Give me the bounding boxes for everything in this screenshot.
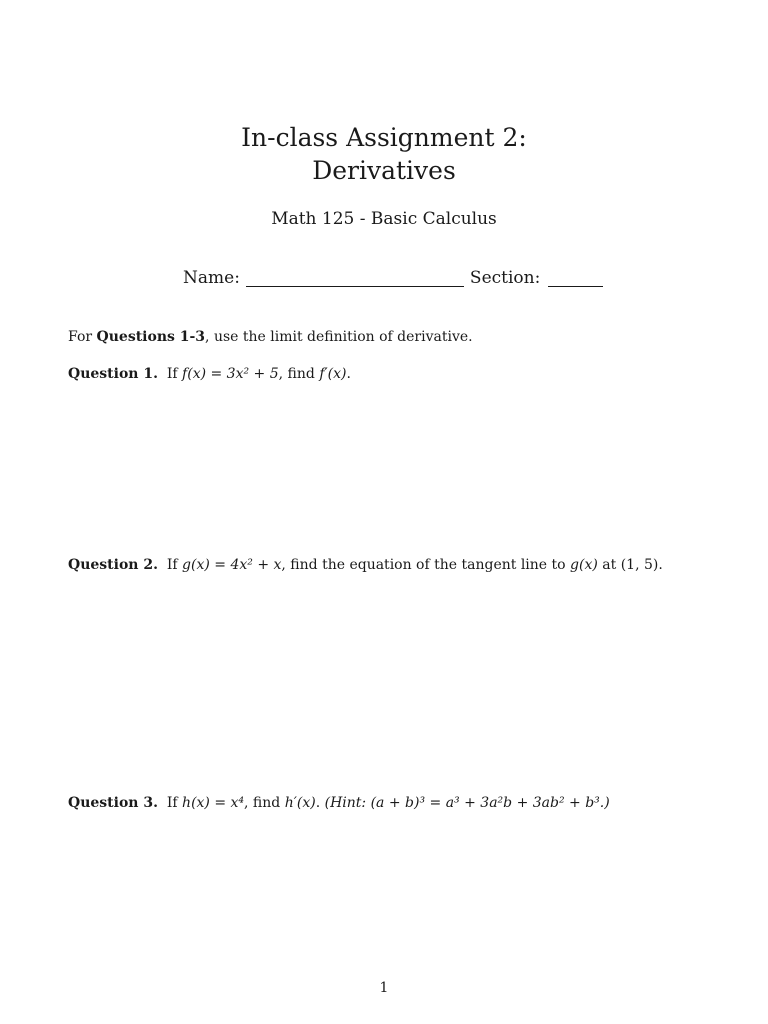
question-1-text-before: If bbox=[166, 366, 183, 382]
question-2-expr-gx: g(x) bbox=[570, 557, 598, 573]
question-2-text-before: If bbox=[166, 557, 183, 573]
title-line-1: In-class Assignment 2: bbox=[241, 123, 527, 152]
course-subtitle: Math 125 - Basic Calculus bbox=[271, 209, 497, 229]
instructions-suffix: , use the limit definition of derivative. bbox=[205, 329, 473, 345]
question-3-text-mid2: . bbox=[315, 795, 325, 811]
question-1 bbox=[68, 364, 351, 384]
section-blank-line bbox=[548, 266, 603, 287]
name-blank-line bbox=[246, 266, 464, 287]
question-3-hint-expr: (a + b)³ = a³ + 3a²b + 3ab² + b³ bbox=[370, 795, 600, 811]
question-3-text-before: If bbox=[166, 795, 183, 811]
instructions bbox=[68, 327, 473, 347]
question-1-label: Question 1. bbox=[68, 366, 158, 382]
question-3-hint-close: .) bbox=[599, 795, 610, 811]
question-2-text-mid: , find the equation of the tangent line to bbox=[281, 557, 571, 573]
question-2-text-mid2: at bbox=[597, 557, 621, 573]
question-3-expr-derivative: h′(x) bbox=[284, 795, 316, 811]
question-1-text-mid: , find bbox=[278, 366, 320, 382]
page-number: 1 bbox=[379, 980, 389, 996]
question-2-label: Question 2. bbox=[68, 557, 158, 573]
question-3-label: Question 3. bbox=[68, 795, 158, 811]
name-label: Name: bbox=[183, 268, 240, 288]
question-1-text-after: . bbox=[346, 366, 351, 382]
instructions-prefix: For bbox=[68, 329, 97, 345]
question-3-text-mid: , find bbox=[244, 795, 285, 811]
section-label: Section: bbox=[469, 268, 541, 288]
question-1-expr-function: f(x) = 3x² + 5 bbox=[182, 366, 279, 382]
question-2 bbox=[68, 555, 663, 575]
question-3-hint-open: (Hint: bbox=[324, 795, 371, 811]
question-2-text-after: . bbox=[658, 557, 663, 573]
question-2-expr-function: g(x) = 4x² + x bbox=[182, 557, 282, 573]
question-3 bbox=[68, 793, 610, 813]
question-1-expr-derivative: f′(x) bbox=[319, 366, 347, 382]
instructions-bold: Questions 1-3 bbox=[96, 329, 206, 345]
question-3-expr-function: h(x) = x⁴ bbox=[182, 795, 245, 811]
title-line-2: Derivatives bbox=[312, 156, 456, 185]
question-2-expr-point: (1, 5) bbox=[620, 557, 659, 573]
student-info-row bbox=[183, 266, 603, 290]
